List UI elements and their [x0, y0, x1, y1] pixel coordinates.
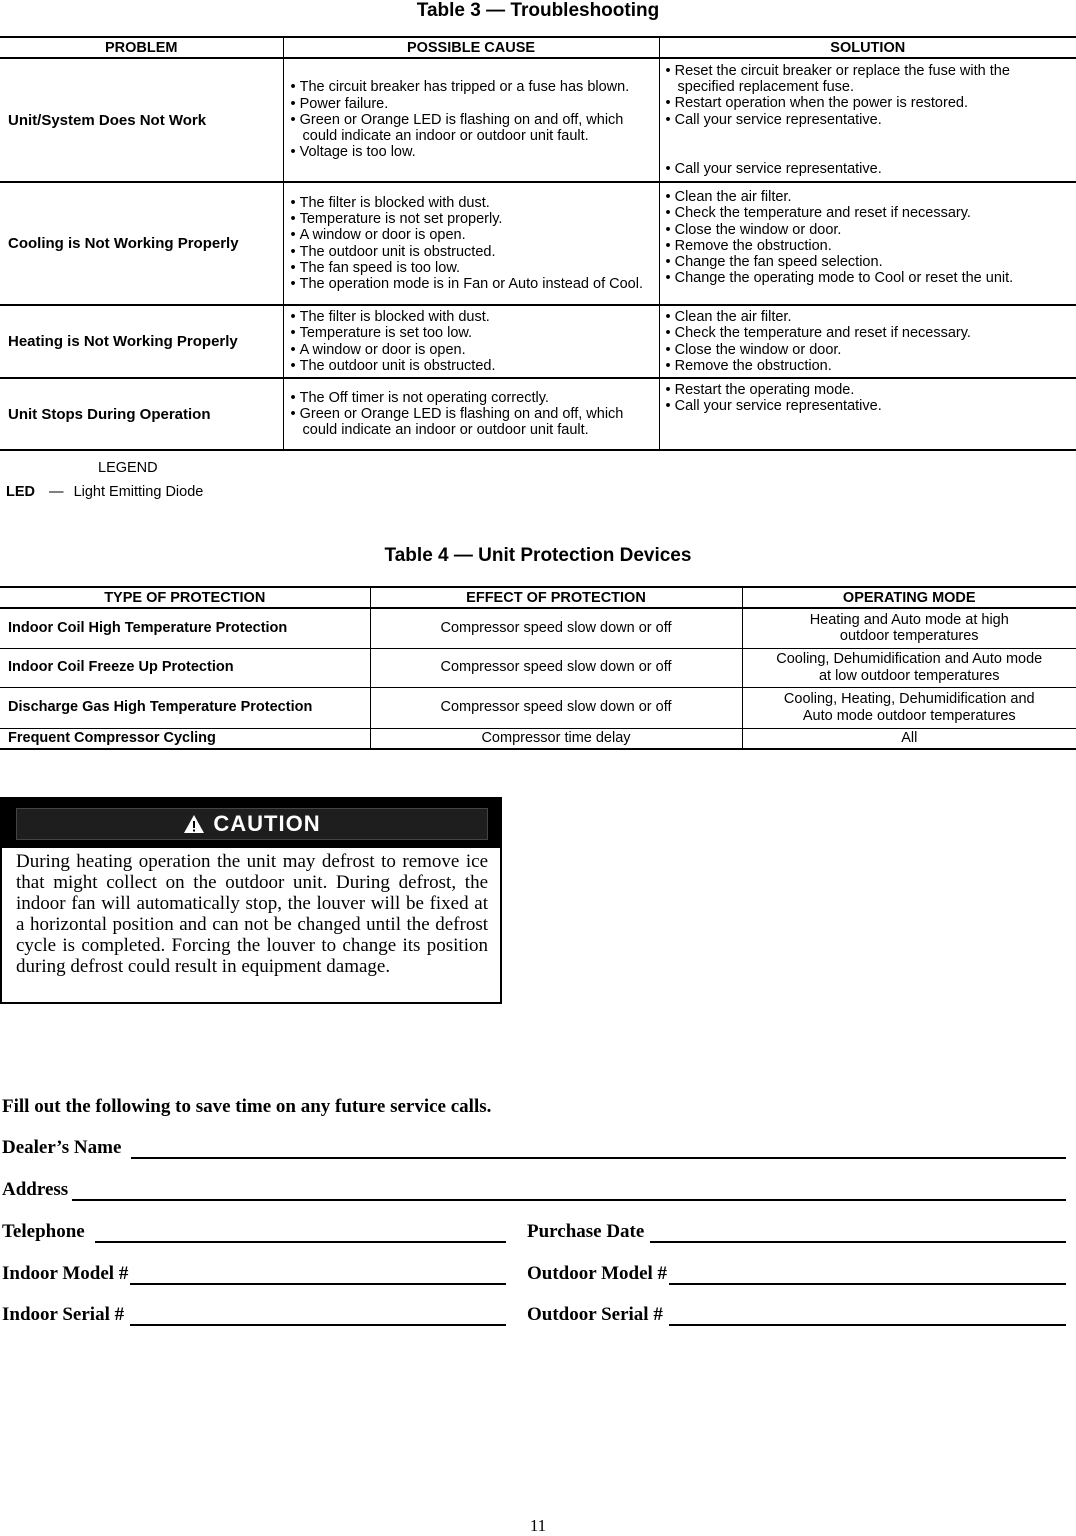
solution-item: • Close the window or door. — [666, 342, 1071, 358]
outdoor-model-field[interactable] — [669, 1267, 1066, 1285]
cause-item: • Green or Orange LED is flashing on and off, which could indicate an indoor or outdoor unit fault. — [291, 406, 653, 439]
purchase-date-field[interactable] — [650, 1225, 1066, 1243]
cause-item: • The operation mode is in Fan or Auto instead of Cool. — [291, 276, 653, 292]
table3-title: Table 3 — Troubleshooting — [416, 0, 660, 21]
cause-cell — [283, 182, 659, 305]
cause-item: • The fan speed is too low. — [291, 260, 653, 276]
caution-label — [16, 808, 488, 840]
mode-line: at low outdoor temperatures — [818, 667, 1000, 684]
cause-item: • The outdoor unit is obstructed. — [291, 244, 653, 260]
purchase-date-label: Purchase Date — [527, 1221, 645, 1242]
caution-text: During heating operation the unit may defrost to remove ice that might collect on the outdoor unit. During defrost, the indoor fan will automatically stop, the louver will be fixed at a horizontal position and can not be changed until the defrost cycle is completed. Forcing the louver to change its position during defrost could result in equipment damage. — [16, 851, 488, 977]
outdoor-serial-label: Outdoor Serial # — [527, 1304, 663, 1325]
troubleshooting-table — [0, 36, 1076, 451]
indoor-model-label: Indoor Model # — [2, 1263, 129, 1284]
table-row — [0, 687, 1076, 728]
cause-cell — [283, 305, 659, 378]
operating-mode-cell — [742, 648, 1076, 687]
protection-effect-cell: Compressor time delay — [370, 728, 742, 749]
indoor-serial-field[interactable] — [130, 1308, 506, 1326]
problem-cell: Cooling is Not Working Properly — [0, 182, 283, 305]
solution-item: • Clean the air filter. — [666, 189, 1071, 205]
outdoor-serial-field[interactable] — [669, 1308, 1066, 1326]
table-row — [0, 58, 1076, 182]
mode-line: Auto mode outdoor temperatures — [802, 707, 1016, 724]
solution-item: • Check the temperature and reset if necessary. — [666, 205, 1071, 221]
cause-item: • Green or Orange LED is flashing on and off, which could indicate an indoor or outdoor unit fault. — [291, 112, 653, 145]
table-row — [0, 648, 1076, 687]
mode-line: outdoor temperatures — [839, 628, 979, 645]
protection-type-cell: Frequent Compressor Cycling — [0, 728, 370, 749]
table-row — [0, 378, 1076, 450]
cause-item: • A window or door is open. — [291, 227, 653, 243]
mode-line: Cooling, Heating, Dehumidification and — [783, 691, 1035, 707]
legend-abbreviation: LED — [6, 484, 35, 500]
cause-item: • The Off timer is not operating correctly. — [291, 390, 653, 406]
column-header-solution: SOLUTION — [659, 37, 1076, 58]
dealer-name-field[interactable] — [131, 1141, 1066, 1159]
column-header-type: TYPE OF PROTECTION — [0, 587, 370, 608]
telephone-label: Telephone — [2, 1221, 85, 1242]
indoor-serial-label: Indoor Serial # — [2, 1304, 125, 1325]
protection-type-cell: Discharge Gas High Temperature Protection — [0, 687, 370, 728]
operating-mode-cell — [742, 728, 1076, 749]
telephone-field[interactable] — [95, 1225, 506, 1243]
protection-type-cell: Indoor Coil Freeze Up Protection — [0, 648, 370, 687]
cause-cell — [283, 58, 659, 182]
legend-heading: LEGEND — [98, 460, 158, 476]
caution-header-bar — [2, 799, 500, 848]
cause-item: • Voltage is too low. — [291, 144, 653, 160]
legend-dash: — — [49, 484, 64, 500]
solution-item: • Call your service representative. — [666, 112, 1071, 128]
indoor-serial-row — [2, 1302, 506, 1326]
column-header-possible-cause: POSSIBLE CAUSE — [283, 37, 659, 58]
problem-cell: Unit Stops During Operation — [0, 378, 283, 450]
protection-effect-cell: Compressor speed slow down or off — [370, 648, 742, 687]
mode-line: Heating and Auto mode at high — [809, 611, 1009, 628]
solution-item: • Remove the obstruction. — [666, 358, 1071, 374]
cause-item: • A window or door is open. — [291, 342, 653, 358]
column-header-problem: PROBLEM — [0, 37, 283, 58]
table-row — [0, 728, 1076, 749]
outdoor-model-row — [527, 1261, 1066, 1285]
solution-item: • Restart operation when the power is restored. — [666, 95, 1071, 111]
caution-box — [0, 797, 502, 1004]
operating-mode-cell — [742, 687, 1076, 728]
solution-item: • Call your service representative. — [666, 161, 1071, 177]
cause-item: • Temperature is not set properly. — [291, 211, 653, 227]
cause-cell — [283, 378, 659, 450]
problem-cell: Heating is Not Working Properly — [0, 305, 283, 378]
solution-item: • Check the temperature and reset if necessary. — [666, 325, 1071, 341]
dealer-name-label: Dealer’s Name — [2, 1137, 122, 1158]
cause-item: • The circuit breaker has tripped or a fuse has blown. — [291, 79, 653, 95]
table-row — [0, 182, 1076, 305]
address-row — [2, 1177, 1066, 1201]
operating-mode-cell — [742, 608, 1076, 648]
solution-item: • Call your service representative. — [666, 398, 1071, 414]
table-row — [0, 608, 1076, 648]
telephone-row — [2, 1219, 506, 1243]
solution-cell — [659, 305, 1076, 378]
protection-type-cell: Indoor Coil High Temperature Protection — [8, 620, 288, 636]
cause-item: • Temperature is set too low. — [291, 325, 653, 341]
purchase-date-row — [527, 1219, 1066, 1243]
outdoor-serial-row — [527, 1302, 1066, 1326]
legend-entry — [6, 484, 203, 500]
solution-item: • Close the window or door. — [666, 222, 1071, 238]
cause-item: • The filter is blocked with dust. — [291, 309, 653, 325]
solution-item: • Clean the air filter. — [666, 309, 1071, 325]
caution-label-text: CAUTION — [213, 811, 321, 836]
outdoor-model-label: Outdoor Model # — [527, 1263, 668, 1284]
address-field[interactable] — [72, 1183, 1066, 1201]
dealer-name-row — [2, 1135, 1066, 1159]
legend-meaning: Light Emitting Diode — [73, 484, 204, 500]
cause-item: • Power failure. — [291, 96, 653, 112]
solution-item: • Restart the operating mode. — [666, 382, 1071, 398]
indoor-model-row — [2, 1261, 506, 1285]
solution-cell — [659, 182, 1076, 305]
solution-item: • Change the fan speed selection. — [666, 254, 1071, 270]
column-header-mode: OPERATING MODE — [742, 587, 1076, 608]
unit-protection-table — [0, 586, 1076, 750]
service-form-intro: Fill out the following to save time on any future service calls. — [2, 1096, 492, 1117]
cause-item: • The filter is blocked with dust. — [291, 195, 653, 211]
solution-item: • Remove the obstruction. — [666, 238, 1071, 254]
mode-line: All — [901, 730, 918, 746]
warning-triangle-icon — [183, 814, 205, 834]
column-header-effect: EFFECT OF PROTECTION — [370, 587, 742, 608]
cause-item: • The outdoor unit is obstructed. — [291, 358, 653, 374]
solution-cell — [659, 378, 1076, 450]
solution-cell — [659, 58, 1076, 182]
problem-cell: Unit/System Does Not Work — [8, 111, 207, 129]
protection-effect-cell: Compressor speed slow down or off — [370, 687, 742, 728]
table4-title: Table 4 — Unit Protection Devices — [384, 545, 692, 566]
page-number: 11 — [529, 1516, 547, 1535]
address-label: Address — [2, 1179, 69, 1200]
protection-effect-cell: Compressor speed slow down or off — [370, 608, 742, 648]
indoor-model-field[interactable] — [130, 1267, 506, 1285]
table-row — [0, 305, 1076, 378]
solution-item: • Change the operating mode to Cool or reset the unit. — [666, 270, 1071, 286]
mode-line: Cooling, Dehumidification and Auto mode — [776, 651, 1043, 667]
solution-item: • Reset the circuit breaker or replace the fuse with the specified replacement fuse. — [666, 63, 1071, 96]
